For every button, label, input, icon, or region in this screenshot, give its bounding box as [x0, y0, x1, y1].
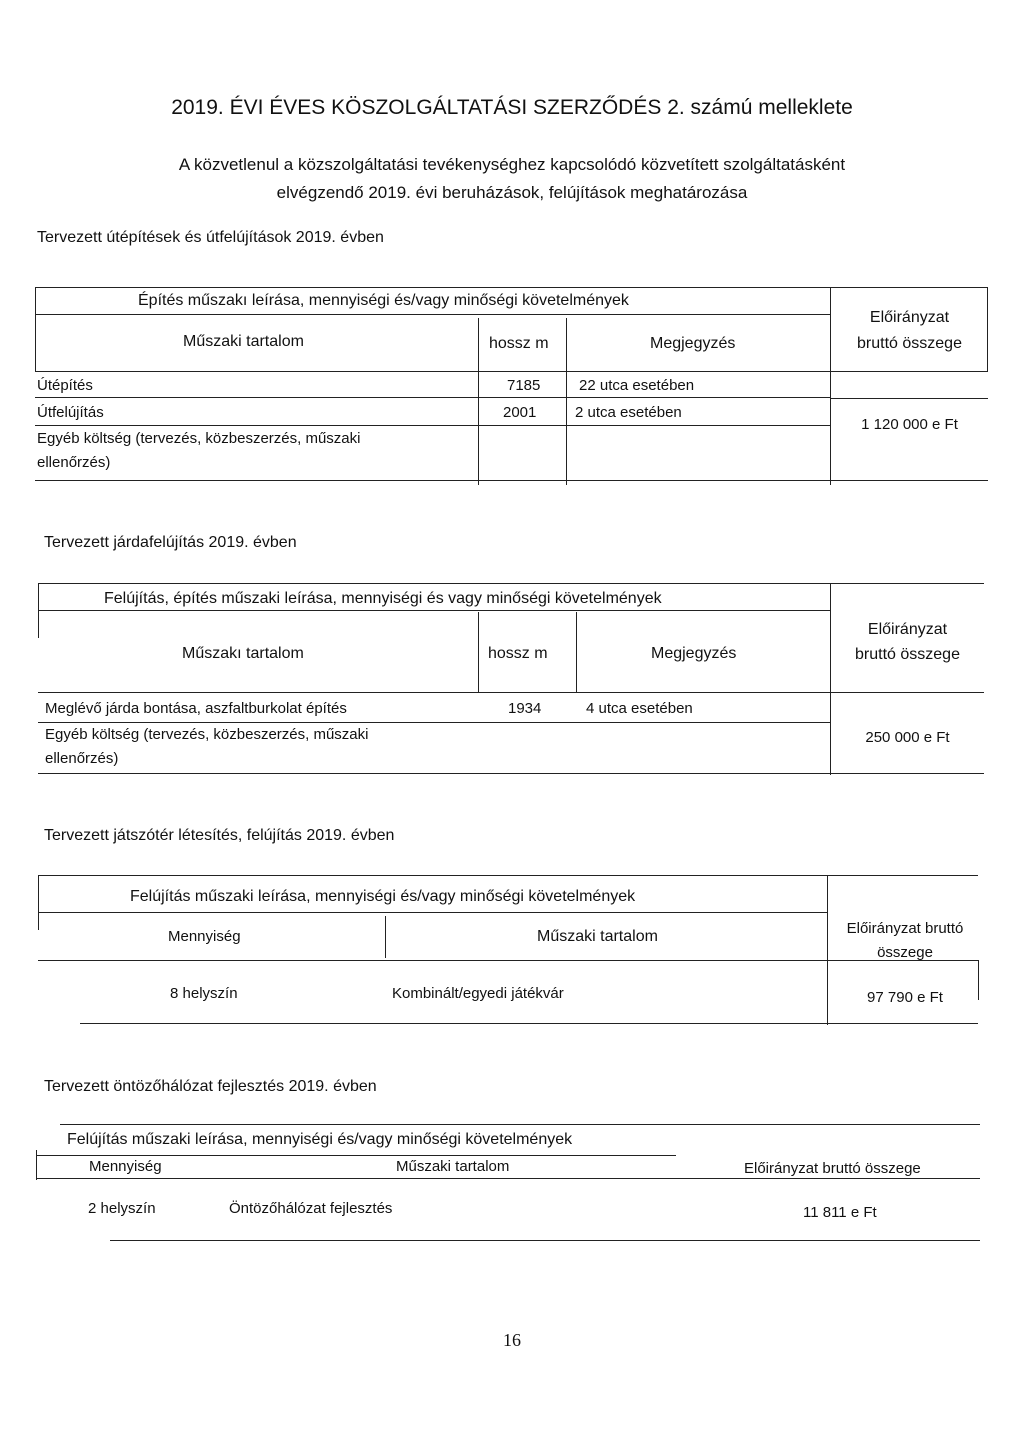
table-row-budget: 11 811 e Ft — [803, 1204, 877, 1221]
table-row-content: Öntözőhálózat fejlesztés — [229, 1200, 393, 1217]
table-irrigation-col-budget: Előirányzat bruttó összege — [744, 1160, 921, 1177]
section-heading-roads: Tervezett útépítések és útfelújítások 2019. évben — [37, 229, 384, 246]
table-sidewalks-budget: 250 000 e Ft — [865, 729, 950, 746]
table-row-note: 4 utca esetében — [586, 700, 693, 717]
table-roads-col-note: Megjegyzés — [650, 335, 736, 352]
table-row-length: 2001 — [503, 404, 537, 421]
table-row-content: Kombinált/egyedi játékvár — [392, 985, 564, 1002]
table-row-content: ellenőrzés) — [37, 454, 111, 471]
table-sidewalks-col-budget-1: Előirányzat — [867, 621, 948, 638]
section-heading-playground: Tervezett játszótér létesítés, felújítás 2019. évben — [44, 827, 395, 844]
table-playground-col-budget-2: összege — [877, 944, 933, 961]
table-sidewalks-col-length: hossz m — [488, 645, 548, 662]
table-row-content: ellenőrzés) — [45, 750, 119, 767]
table-roads-budget: 1 120 000 e Ft — [861, 416, 958, 433]
table-row-quantity: 8 helyszín — [170, 985, 238, 1002]
table-row-content: Egyéb költség (tervezés, közbeszerzés, műszaki — [45, 726, 369, 743]
table-irrigation-col-quantity: Mennyiség — [89, 1158, 162, 1175]
table-playground-col-content: Műszaki tartalom — [537, 928, 658, 945]
section-heading-irrigation: Tervezett öntözőhálózat fejlesztés 2019. évben — [44, 1078, 377, 1095]
table-sidewalks-header-main: Felújítás, építés műszaki leírása, mennyiségi és vagy minőségi követelmények — [104, 590, 662, 607]
table-playground-header-main: Felújítás műszaki leírása, mennyiségi és/vagy minőségi követelmények — [130, 888, 636, 905]
intro-line-2: elvégzendő 2019. évi beruházások, felújítások meghatározása — [276, 183, 748, 202]
table-row-content: Útfelújítás — [37, 404, 104, 421]
table-row-content: Útépítés — [37, 377, 93, 394]
table-irrigation-header-main: Felújítás műszaki leírása, mennyiségi és/vagy minőségi követelmények — [67, 1131, 573, 1148]
page-number: 16 — [503, 1330, 521, 1350]
intro-line-1: A közvetlenul a közszolgáltatási tevékenységhez kapcsolódó közvetített szolgáltatásként — [178, 155, 846, 174]
table-playground-col-quantity: Mennyiség — [168, 928, 241, 945]
table-row-content: Meglévő járda bontása, aszfaltburkolat építés — [45, 700, 347, 717]
table-roads-col-content: Műszaki tartalom — [183, 333, 304, 350]
table-roads-col-length: hossz m — [489, 335, 549, 352]
table-irrigation-col-content: Műszaki tartalom — [396, 1158, 510, 1175]
table-sidewalks-col-content: Műszakı tartalom — [182, 645, 304, 662]
table-row-content: Egyéb költség (tervezés, közbeszerzés, műszaki — [37, 430, 361, 447]
table-row-length: 7185 — [507, 377, 541, 394]
page-title: 2019. ÉVI ÉVES KÖSZOLGÁLTATÁSI SZERZŐDÉS 2. számú melleklete — [171, 96, 853, 119]
section-heading-sidewalks: Tervezett járdafelújítás 2019. évben — [44, 534, 297, 551]
table-row-budget: 97 790 e Ft — [867, 989, 943, 1006]
table-roads-col-budget-1: Előirányzat — [869, 309, 950, 326]
table-row-quantity: 2 helyszín — [88, 1200, 156, 1217]
table-row-note: 2 utca esetében — [575, 404, 682, 421]
table-roads-col-budget-2: bruttó összege — [857, 335, 962, 352]
table-sidewalks-col-note: Megjegyzés — [651, 645, 737, 662]
table-row-length: 1934 — [508, 700, 542, 717]
table-row-note: 22 utca esetében — [579, 377, 695, 394]
table-playground-col-budget-1: Előirányzat bruttó — [846, 920, 964, 937]
table-sidewalks-col-budget-2: bruttó összege — [855, 646, 960, 663]
table-roads-header-main: Építés műszakı leírása, mennyiségi és/vagy minőségi követelmények — [138, 292, 629, 309]
